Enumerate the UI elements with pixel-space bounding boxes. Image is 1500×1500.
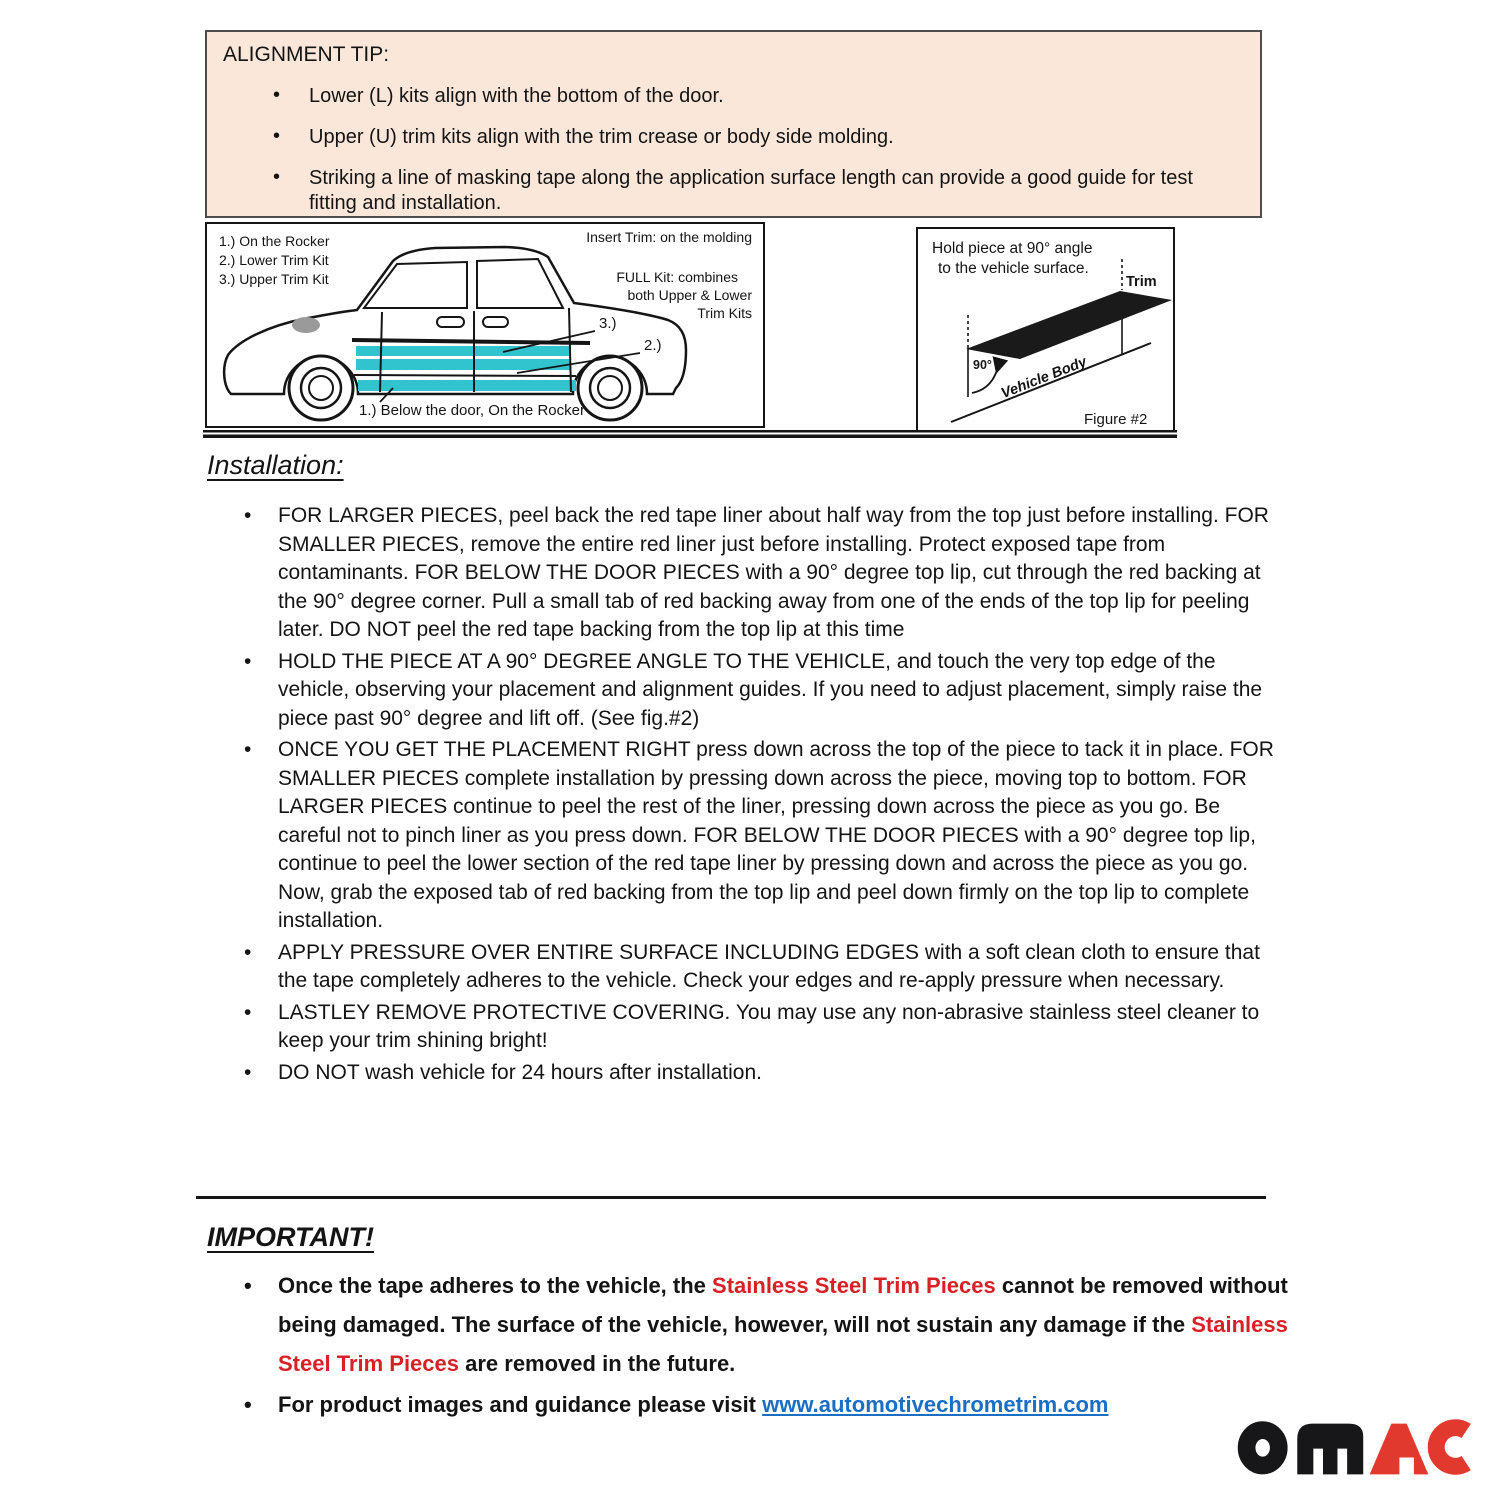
section-separator-line — [196, 1196, 1266, 1199]
figure2-box — [916, 227, 1175, 433]
alignment-tip-item: • Upper (U) trim kits align with the trim crease or body side molding. — [309, 125, 1244, 150]
important-note-highlight: Stainless Steel Trim Pieces — [712, 1273, 996, 1298]
important-note-text: are removed in the future. — [459, 1351, 736, 1376]
upper-trim-stripe — [356, 346, 571, 356]
figure2-label: Figure #2 — [1084, 411, 1148, 428]
full-kit-label-line: both Upper & Lower — [627, 287, 752, 303]
trim-plane — [966, 291, 1172, 359]
angle-label: 90° — [973, 358, 992, 372]
website-link[interactable]: www.automotivechrometrim.com — [762, 1392, 1109, 1417]
car-diagram-svg — [207, 224, 763, 426]
car-legend-line: 3.) Upper Trim Kit — [219, 271, 329, 287]
alignment-tip-box — [205, 30, 1262, 218]
logo-letter-a — [1370, 1424, 1429, 1475]
door-seam — [569, 308, 571, 392]
logo-letter-m — [1297, 1424, 1363, 1475]
car-bottom-label: 1.) Below the door, On the Rocker — [359, 402, 585, 419]
installation-heading: Installation: — [207, 450, 344, 480]
important-list — [240, 1266, 1338, 1426]
installation-step: • HOLD THE PIECE AT A 90° DEGREE ANGLE TO THE VEHICLE, and touch the very top edge of the vehicle, observing your placement and alignment guides. If you need to adjust placement, simply raise the piece past 90° degree and lift off. (See fig.#2) — [278, 648, 1280, 734]
important-note-text: Once the tape adheres to the vehicle, the — [278, 1273, 713, 1298]
alignment-tip-list — [223, 84, 1244, 216]
figure2-svg — [918, 229, 1173, 431]
full-kit-label-line: FULL Kit: combines — [616, 269, 738, 285]
rear-wheel — [578, 356, 642, 420]
installation-step: • ONCE YOU GET THE PLACEMENT RIGHT press down across the top of the piece to tack it in place. FOR SMALLER PIECES complete installation by pressing down across the piece, moving top to bottom. FOR LARGER PIECES continue to peel the rest of the liner, pressing down across the piece as you go. Be careful not to pinch liner as you press down. FOR BELOW THE DOOR PIECES with a 90° degree top lip, continue to peel the lower section of the red tape liner by pressing down and across the piece as you go. Now, grab the exposed tab of red backing from the top lip and peel down firmly on the top lip to complete installation. — [278, 736, 1280, 936]
rear-window — [477, 259, 563, 308]
vehicle-body-label: Vehicle Body — [998, 353, 1090, 403]
important-heading: IMPORTANT! — [207, 1222, 374, 1252]
door-handle — [437, 317, 464, 327]
lower-trim-stripe — [356, 359, 571, 370]
front-wheel — [289, 356, 353, 420]
car-trim-diagram — [205, 222, 765, 428]
figure2-caption-line: to the vehicle surface. — [938, 260, 1089, 277]
installation-step: • APPLY PRESSURE OVER ENTIRE SURFACE INCLUDING EDGES with a soft clean cloth to ensure that the tape completely adheres to the vehicle. Check your edges and re-apply pressure when necessary. — [278, 939, 1280, 996]
installation-step: • LASTLEY REMOVE PROTECTIVE COVERING. You may use any non-abrasive stainless steel cleaner to keep your trim shining bright! — [278, 999, 1280, 1056]
trim-label: Trim — [1126, 274, 1157, 290]
full-kit-label-line: Trim Kits — [697, 305, 752, 321]
figure2-caption-line: Hold piece at 90° angle — [932, 240, 1093, 257]
important-note — [278, 1385, 1338, 1424]
important-note-text: cannot be removed without being damaged. The surface of the vehicle, however, will not sustain any damage if the — [278, 1273, 1288, 1337]
car-legend-line: 1.) On the Rocker — [219, 233, 330, 249]
car-legend-line: 2.) Lower Trim Kit — [219, 252, 329, 268]
important-note-highlight: Stainless Steel Trim Pieces — [278, 1312, 1288, 1376]
installation-list — [240, 502, 1280, 1090]
important-note — [278, 1266, 1338, 1383]
installation-step: • DO NOT wash vehicle for 24 hours after installation. — [278, 1059, 1280, 1088]
pointer-upper-label: 3.) — [599, 315, 617, 332]
alignment-tip-item: • Lower (L) kits align with the bottom of the door. — [309, 84, 1244, 109]
omac-logo — [1236, 1410, 1484, 1484]
logo-letter-c — [1436, 1428, 1466, 1467]
important-note-text: For product images and guidance please visit — [278, 1392, 763, 1417]
figures-underline-bar — [203, 430, 1177, 438]
installation-step: • FOR LARGER PIECES, peel back the red tape liner about half way from the top just before installing. FOR SMALLER PIECES, remove the entire red liner just before installing. Protect exposed tape from contaminants. FOR BELOW THE DOOR PIECES with a 90° degree top lip, cut through the red backing at the 90° degree corner. Pull a small tab of red backing away from one of the ends of the top lip for peeling later. DO NOT peel the red tape backing from the top lip at this time — [278, 502, 1280, 645]
pointer-lower-label: 2.) — [644, 337, 662, 354]
alignment-tip-item: • Striking a line of masking tape along the application surface length can provide a good guide for test fitting and installation. — [309, 166, 1244, 216]
alignment-tip-title: ALIGNMENT TIP: — [223, 43, 390, 66]
door-bottom-line — [354, 375, 576, 376]
omac-logo-svg — [1236, 1410, 1484, 1484]
front-window — [364, 262, 467, 308]
fender-mark — [292, 317, 320, 333]
insert-trim-label: Insert Trim: on the molding — [586, 229, 752, 245]
door-handle — [483, 317, 508, 327]
logo-letter-o — [1247, 1430, 1279, 1465]
